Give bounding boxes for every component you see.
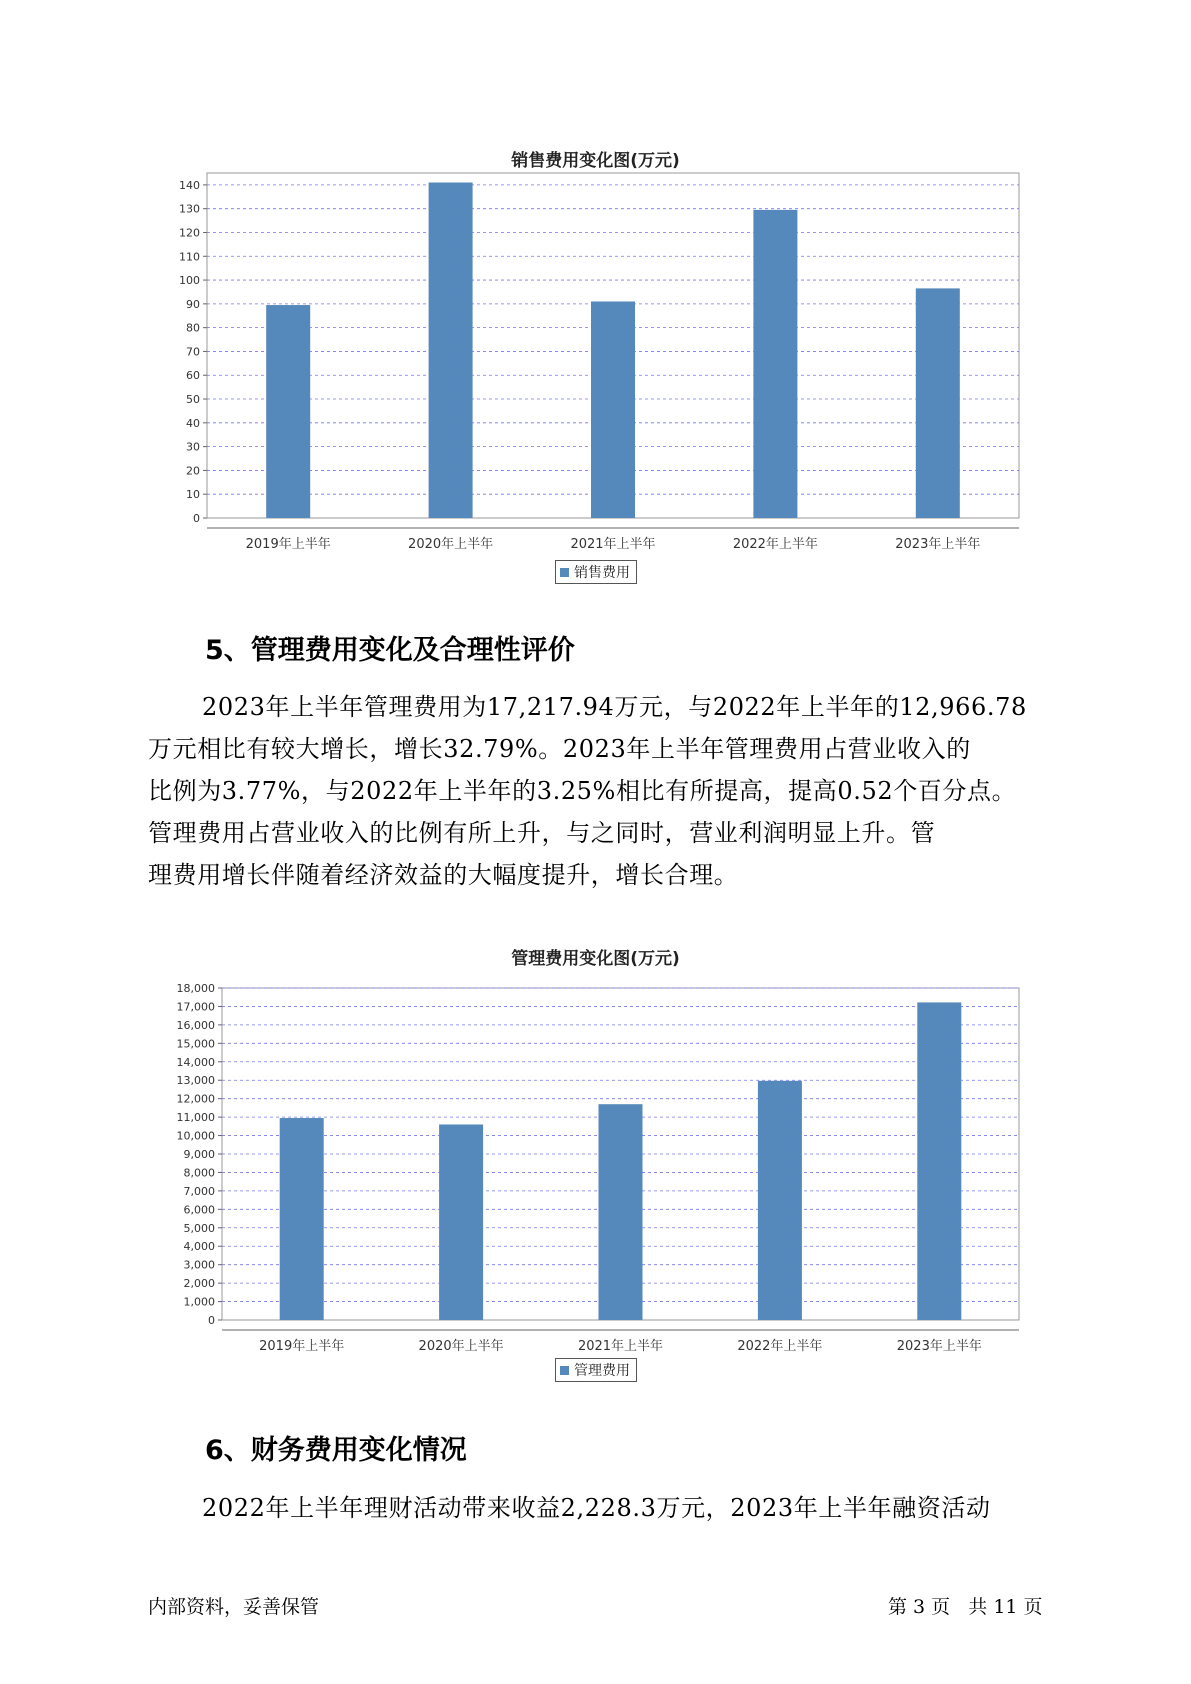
- x-tick-label: 2022年上半年: [737, 1339, 823, 1354]
- footer-left: 内部资料，妥善保管: [148, 1596, 320, 1618]
- y-tick-label: 120: [179, 226, 200, 240]
- y-tick-label: 2,000: [183, 1277, 215, 1291]
- legend-swatch: [560, 1366, 569, 1375]
- x-tick-label: 2023年上半年: [895, 537, 981, 552]
- y-tick-label: 17,000: [176, 1000, 215, 1014]
- y-tick-label: 0: [208, 1314, 215, 1327]
- bar: [599, 1104, 643, 1320]
- para-line: 比例为3.77%，与2022年上半年的3.25%相比有所提高，提高0.52个百分点。: [148, 777, 1017, 805]
- y-tick-label: 80: [186, 321, 200, 335]
- y-tick-label: 110: [179, 250, 200, 264]
- y-tick-label: 4,000: [183, 1240, 215, 1254]
- section5-paragraph: [148, 686, 1078, 896]
- y-tick-label: 100: [179, 274, 200, 288]
- y-tick-label: 6,000: [183, 1203, 215, 1217]
- x-tick-label: 2019年上半年: [259, 1339, 345, 1354]
- x-tick-label: 2020年上半年: [418, 1339, 504, 1354]
- y-tick-label: 10,000: [176, 1129, 215, 1143]
- para-line: 理费用增长伴随着经济效益的大幅度提升，增长合理。: [148, 861, 739, 889]
- legend-label: 销售费用: [574, 565, 630, 581]
- bar: [753, 210, 797, 518]
- bar: [439, 1124, 483, 1320]
- y-tick-label: 140: [179, 178, 200, 192]
- y-tick-label: 3,000: [183, 1258, 215, 1272]
- y-tick-label: 7,000: [183, 1184, 215, 1198]
- section6-heading: 6、财务费用变化情况: [205, 1435, 467, 1466]
- x-tick-label: 2019年上半年: [245, 537, 331, 552]
- y-tick-label: 1,000: [183, 1295, 215, 1309]
- legend-label: 管理费用: [574, 1363, 630, 1379]
- legend-swatch: [560, 568, 569, 577]
- x-tick-label: 2020年上半年: [408, 537, 494, 552]
- sales-expense-chart-title: 销售费用变化图(万元): [511, 151, 680, 171]
- footer-page-number: 第 3 页 共 11 页: [888, 1596, 1043, 1618]
- para-line: 万元相比有较大增长，增长32.79%。2023年上半年管理费用占营业收入的: [148, 735, 971, 763]
- para-line: 2023年上半年管理费用为17,217.94万元，与2022年上半年的12,966.78: [202, 693, 1027, 721]
- sales-expense-legend: [555, 560, 637, 584]
- y-tick-label: 90: [186, 297, 200, 311]
- y-tick-label: 15,000: [176, 1037, 215, 1051]
- y-tick-label: 14,000: [176, 1055, 215, 1069]
- bar: [916, 288, 960, 518]
- y-tick-label: 40: [186, 416, 200, 430]
- y-tick-label: 20: [186, 464, 200, 478]
- y-tick-label: 70: [186, 345, 200, 359]
- bar: [917, 1002, 961, 1320]
- admin-expense-chart-title: 管理费用变化图(万元): [511, 949, 680, 969]
- x-tick-label: 2022年上半年: [732, 537, 818, 552]
- bar: [266, 305, 310, 518]
- y-tick-label: 9,000: [183, 1148, 215, 1161]
- admin-expense-legend: [555, 1358, 637, 1382]
- y-tick-label: 12,000: [176, 1092, 215, 1106]
- admin-expense-chart: [0, 970, 1191, 1370]
- y-tick-label: 50: [186, 393, 200, 407]
- x-tick-label: 2021年上半年: [577, 1339, 664, 1354]
- bar: [280, 1118, 324, 1320]
- y-tick-label: 130: [179, 202, 200, 216]
- y-tick-label: 13,000: [176, 1074, 215, 1088]
- section5-heading: 5、管理费用变化及合理性评价: [205, 635, 575, 666]
- para-line: 2022年上半年理财活动带来收益2,228.3万元，2023年上半年融资活动: [202, 1494, 991, 1522]
- y-tick-label: 60: [186, 369, 200, 383]
- bar: [591, 301, 635, 518]
- y-tick-label: 30: [186, 440, 200, 454]
- x-tick-label: 2021年上半年: [570, 537, 656, 552]
- y-tick-label: 18,000: [176, 982, 215, 995]
- section6-paragraph: [148, 1487, 1078, 1529]
- y-tick-label: 10: [186, 488, 200, 502]
- y-tick-label: 0: [193, 512, 200, 525]
- y-tick-label: 8,000: [183, 1166, 215, 1180]
- sales-expense-chart: [0, 165, 1191, 685]
- bar: [429, 183, 473, 518]
- y-tick-label: 16,000: [176, 1018, 215, 1032]
- para-line: 管理费用占营业收入的比例有所上升，与之同时，营业利润明显上升。管: [148, 819, 936, 847]
- x-tick-label: 2023年上半年: [896, 1339, 982, 1354]
- y-tick-label: 11,000: [176, 1111, 215, 1125]
- y-tick-label: 5,000: [183, 1221, 215, 1235]
- bar: [758, 1081, 802, 1320]
